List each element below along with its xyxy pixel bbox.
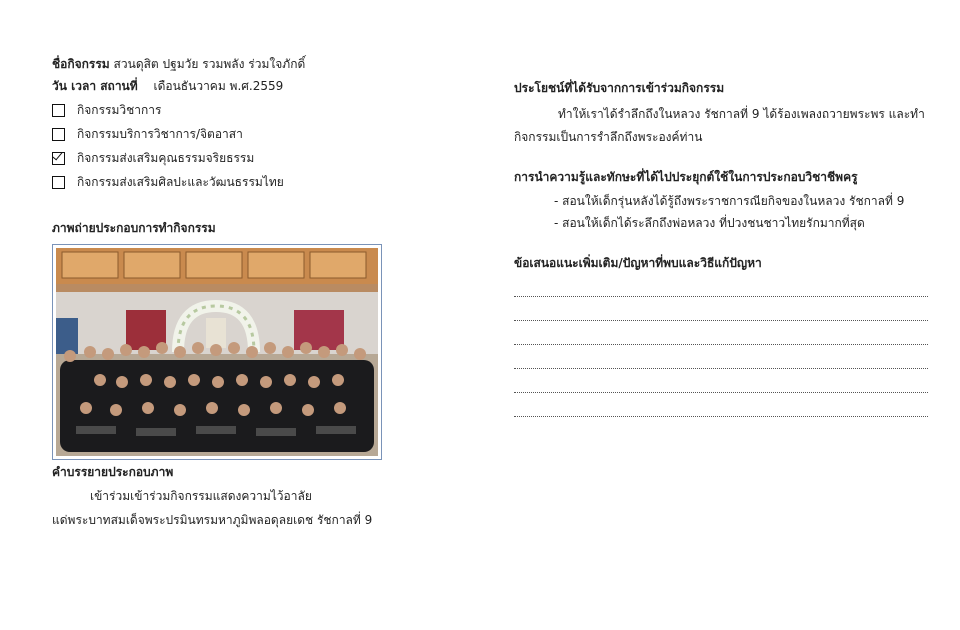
category-item [52,98,382,122]
application-item: - สอนให้เด็กรุ่นหลังได้รู้ถึงพระราชการณียกิจของในหลวง รัชกาลที่ 9 [554,194,905,208]
application-heading: การนำความรู้และทักษะที่ได้ไปประยุกต์ใช้ในการประกอบวิชาชีพครู [514,170,858,184]
benefits-line-1: ทำให้เราได้รำลึกถึงในหลวง รัชกาลที่ 9 ได้ร้องเพลงถวายพระพร และทำ [558,107,925,121]
application-item: - สอนให้เด็กได้ระลึกถึงพ่อหลวง ที่ปวงชนชาวไทยรักมากที่สุด [554,216,865,230]
blank-dotted-line[interactable] [514,274,928,297]
right-column [514,80,934,417]
activity-when-row [52,78,382,94]
blank-dotted-line[interactable] [514,322,928,345]
category-item [52,170,382,194]
category-item [52,122,382,146]
photo-heading: ภาพถ่ายประกอบการทำกิจกรรม [52,221,216,235]
activity-photo [52,244,382,460]
caption-line-1: เข้าร่วมเข้าร่วมกิจกรรมแสดงความไว้อาลัย [90,489,312,503]
benefits-line-2: กิจกรรมเป็นการรำลึกถึงพระองค์ท่าน [514,130,703,144]
activity-name-row [52,56,382,72]
category-label: กิจกรรมวิชาการ [77,103,162,117]
category-label: กิจกรรมส่งเสริมศิลปะและวัฒนธรรมไทย [77,175,284,189]
activity-when-label: วัน เวลา สถานที่ [52,79,138,93]
blank-dotted-line[interactable] [514,346,928,369]
blank-dotted-line[interactable] [514,394,928,417]
activity-when-value: เดือนธันวาคม พ.ศ.2559 [153,79,284,93]
category-label: กิจกรรมบริการวิชาการ/จิตอาสา [77,127,243,141]
suggestions-lines [514,274,934,417]
category-list [52,98,382,194]
blank-dotted-line[interactable] [514,298,928,321]
activity-name-value: สวนดุสิต ปฐมวัย รวมพลัง ร่วมใจภักดิ์ [113,57,306,71]
category-item [52,146,382,170]
caption-line-2: แด่พระบาทสมเด็จพระปรมินทรมหาภูมิพลอดุลยเดช รัชกาลที่ 9 [52,513,373,527]
category-checkbox[interactable] [52,128,65,141]
left-column [52,56,382,528]
category-checkbox[interactable] [52,104,65,117]
caption-heading: คำบรรยายประกอบภาพ [52,465,174,479]
activity-name-label: ชื่อกิจกรรม [52,57,110,71]
category-label: กิจกรรมส่งเสริมคุณธรรมจริยธรรม [77,151,255,165]
blank-dotted-line[interactable] [514,370,928,393]
suggestions-heading: ข้อเสนอแนะเพิ่มเติม/ปัญหาที่พบและวิธีแก้ปัญหา [514,256,762,270]
benefits-heading: ประโยชน์ที่ได้รับจากการเข้าร่วมกิจกรรม [514,81,725,95]
category-checkbox-checked[interactable] [52,152,65,165]
category-checkbox[interactable] [52,176,65,189]
